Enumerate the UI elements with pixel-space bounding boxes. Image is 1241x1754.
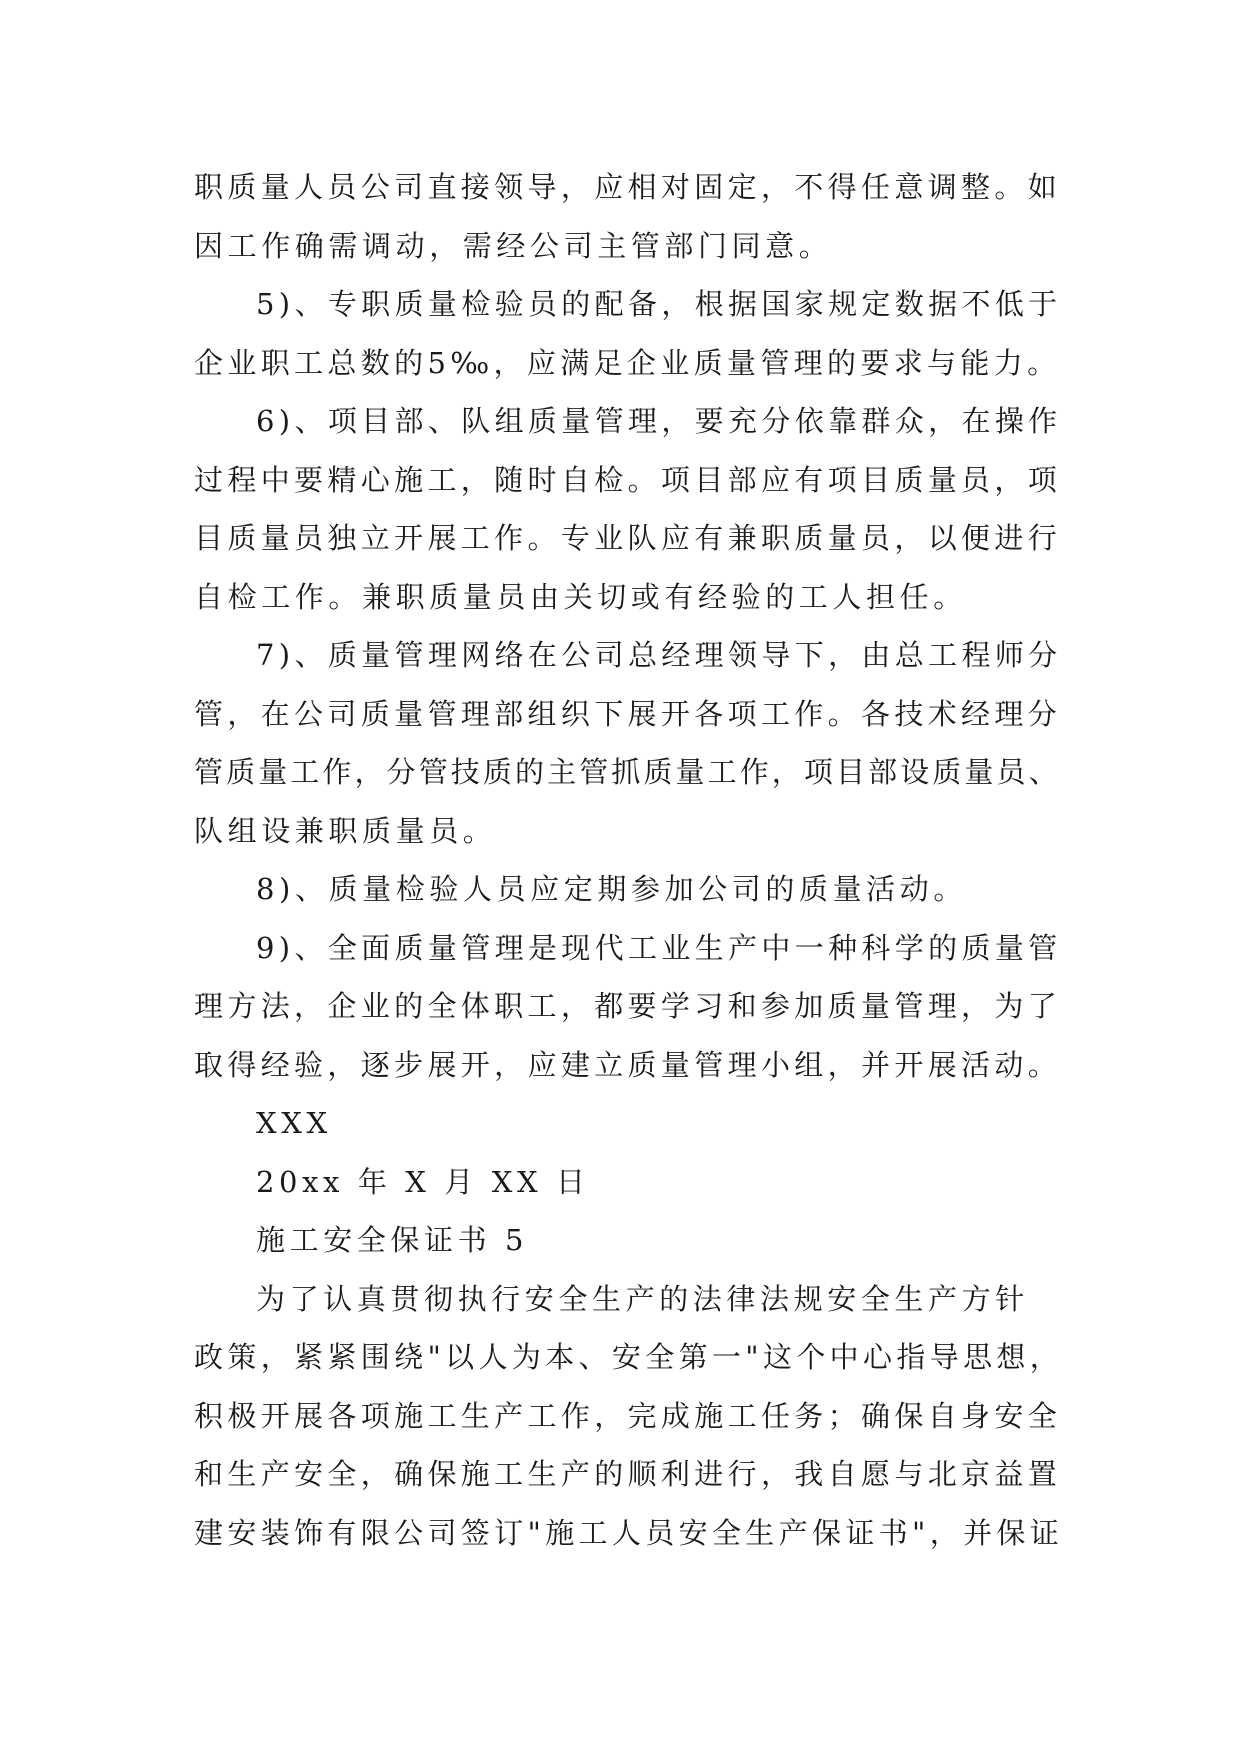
paragraph (194, 1094, 1064, 1153)
text-line: 和生产安全，确保施工生产的顺利进行，我自愿与北京益置 (194, 1457, 1062, 1491)
text-line: 队组设兼职质量员。 (194, 813, 497, 848)
paragraph (194, 919, 1064, 1095)
text-line: 20xx 年 X 月 XX 日 (256, 1164, 590, 1199)
document-body (194, 158, 1064, 1562)
text-line: 因工作确需调动，需经公司主管部门同意。 (194, 228, 833, 263)
text-line: 取得经验，逐步展开，应建立质量管理小组，并开展活动。 (194, 1047, 1062, 1082)
paragraph (194, 1270, 1064, 1563)
text-line: 7)、质量管理网络在公司总经理领导下，由总工程师分 (256, 638, 1062, 672)
text-line: 8)、质量检验人员应定期参加公司的质量活动。 (256, 872, 967, 906)
paragraph (194, 392, 1064, 626)
text-line: 6)、项目部、队组质量管理，要充分依靠群众，在操作 (256, 404, 1062, 438)
text-line: 积极开展各项施工生产工作，完成施工任务；确保自身安全 (194, 1398, 1062, 1433)
text-line: 管，在公司质量管理部组织下展开各项工作。各技术经理分 (194, 696, 1062, 731)
text-line: 管质量工作，分管技质的主管抓质量工作，项目部设质量员、 (194, 755, 1061, 789)
text-line: 为了认真贯彻执行安全生产的法律法规安全生产方针 (256, 1281, 1029, 1316)
text-line: XXX (256, 1106, 332, 1140)
paragraph (194, 158, 1064, 275)
text-line: 自检工作。兼职质量员由关切或有经验的工人担任。 (194, 579, 967, 614)
text-line: 9)、全面质量管理是现代工业生产中一种科学的质量管 (256, 930, 1062, 965)
text-line: 过程中要精心施工，随时自检。项目部应有项目质量员，项 (194, 462, 1062, 497)
text-line: 目质量员独立开展工作。专业队应有兼职质量员，以便进行 (194, 521, 1062, 555)
paragraph (194, 1153, 1064, 1212)
text-line: 政策，紧紧围绕"以人为本、安全第一"这个中心指导思想， (194, 1340, 1064, 1374)
paragraph (194, 626, 1064, 860)
text-line: 企业职工总数的5‰，应满足企业质量管理的要求与能力。 (194, 345, 1061, 380)
text-line: 建安装饰有限公司签订"施工人员安全生产保证书"，并保证 (194, 1515, 1064, 1550)
text-line: 施工安全保证书 5 (256, 1223, 529, 1257)
text-line: 职质量人员公司直接领导，应相对固定，不得任意调整。如 (194, 170, 1062, 204)
paragraph (194, 275, 1064, 392)
text-line: 5)、专职质量检验员的配备，根据国家规定数据不低于 (256, 287, 1062, 321)
text-line: 理方法，企业的全体职工，都要学习和参加质量管理，为了 (194, 989, 1062, 1023)
paragraph (194, 1211, 1064, 1270)
paragraph (194, 860, 1064, 919)
